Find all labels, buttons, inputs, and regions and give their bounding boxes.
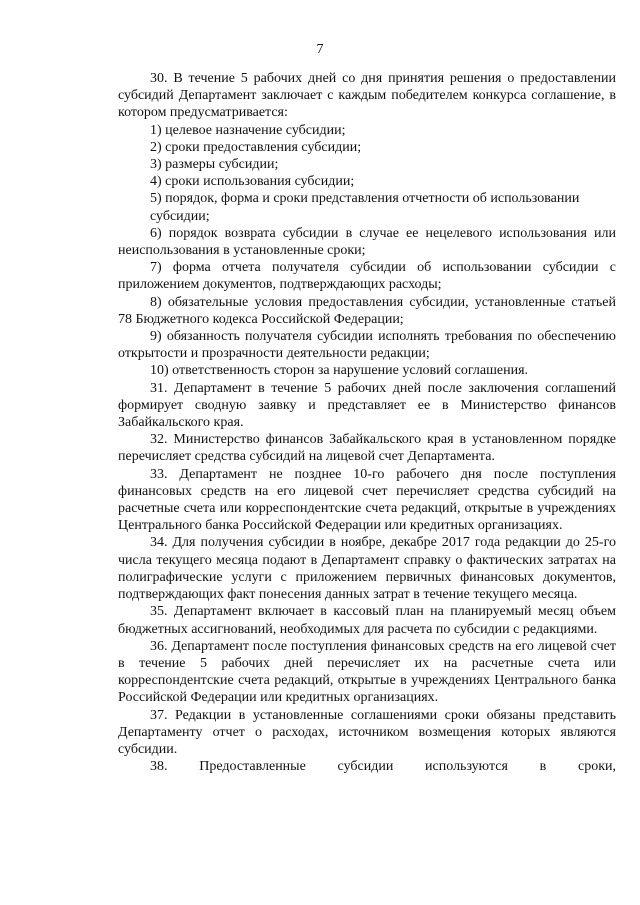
paragraph-31: 31. Департамент в течение 5 рабочих дней после заключения соглашений формирует сводную заявку и представляет ее в Министерство финансов Забайкальского края. — [118, 380, 616, 431]
paragraph-36: 36. Департамент после поступления финансовых средств на его лицевой счет в течение 5 рабочих дней перечисляет их на расчетные счета или корреспондентские счета редакций, открытые в учреждениях Центрального банка Российской Федерации или кредитных организациях. — [118, 638, 616, 706]
paragraph-38: 38. Предоставленные субсидии используются в сроки, — [150, 759, 616, 775]
list-item: 6) порядок возврата субсидии в случае ее нецелевого использования или неиспользования в установленные сроки; — [118, 225, 616, 259]
paragraph-34: 34. Для получения субсидии в ноябре, декабре 2017 года редакции до 25-го числа текущего месяца подают в Департамент справку о фактических затратах на полиграфические услуги с приложением первичных финансовых документов, подтверждающих факт понесения данных затрат в течение текущего месяца. — [118, 535, 616, 603]
list-item: 5) порядок, форма и сроки представления отчетности об использовании субсидии; — [150, 191, 580, 224]
paragraph-33: 33. Департамент не позднее 10-го рабочего дня после поступления финансовых средств на его лицевой счет перечисляет средства субсидий на расчетные счета или корреспондентские счета редакций, открытые в учреждениях Центрального банка Российской Федерации или кредитных организациях. — [118, 466, 616, 534]
paragraph-37: 37. Редакции в установленные соглашениями сроки обязаны представить Департаменту отчет о расходах, источником возмещения которых являются субсидии. — [118, 707, 616, 757]
list-item: 9) обязанность получателя субсидии исполнять требования по обеспечению открытости и прозрачности деятельности редакции; — [118, 329, 616, 362]
paragraph-35: 35. Департамент включает в кассовый план на планируемый месяц объем бюджетных ассигнований, необходимых для расчета по субсидии с редакциями. — [118, 604, 616, 637]
list-item: 1) целевое назначение субсидии; — [150, 122, 346, 138]
document-body — [118, 70, 616, 775]
page-number: 7 — [316, 42, 324, 57]
list-item: 8) обязательные условия предоставления субсидии, установленные статьей 78 Бюджетного кодекса Российской Федерации; — [118, 294, 616, 327]
paragraph-30: 30. В течение 5 рабочих дней со дня принятия решения о предоставлении субсидий Департамент заключает с каждым победителем конкурса соглашение, в котором предусматривается: — [118, 71, 616, 121]
list-item: 2) сроки предоставления субсидии; — [150, 139, 362, 155]
list-item: 4) сроки использования субсидии; — [150, 174, 355, 190]
list-item: 7) форма отчета получателя субсидии об использовании субсидии с приложением документов, подтверждающих расходы; — [118, 260, 616, 293]
list-item: 10) ответственность сторон за нарушение условий соглашения. — [150, 363, 529, 379]
paragraph-32: 32. Министерство финансов Забайкальского края в установленном порядке перечисляет средства субсидий на лицевой счет Департамента. — [118, 432, 616, 465]
list-item: 3) размеры субсидии; — [150, 157, 279, 173]
